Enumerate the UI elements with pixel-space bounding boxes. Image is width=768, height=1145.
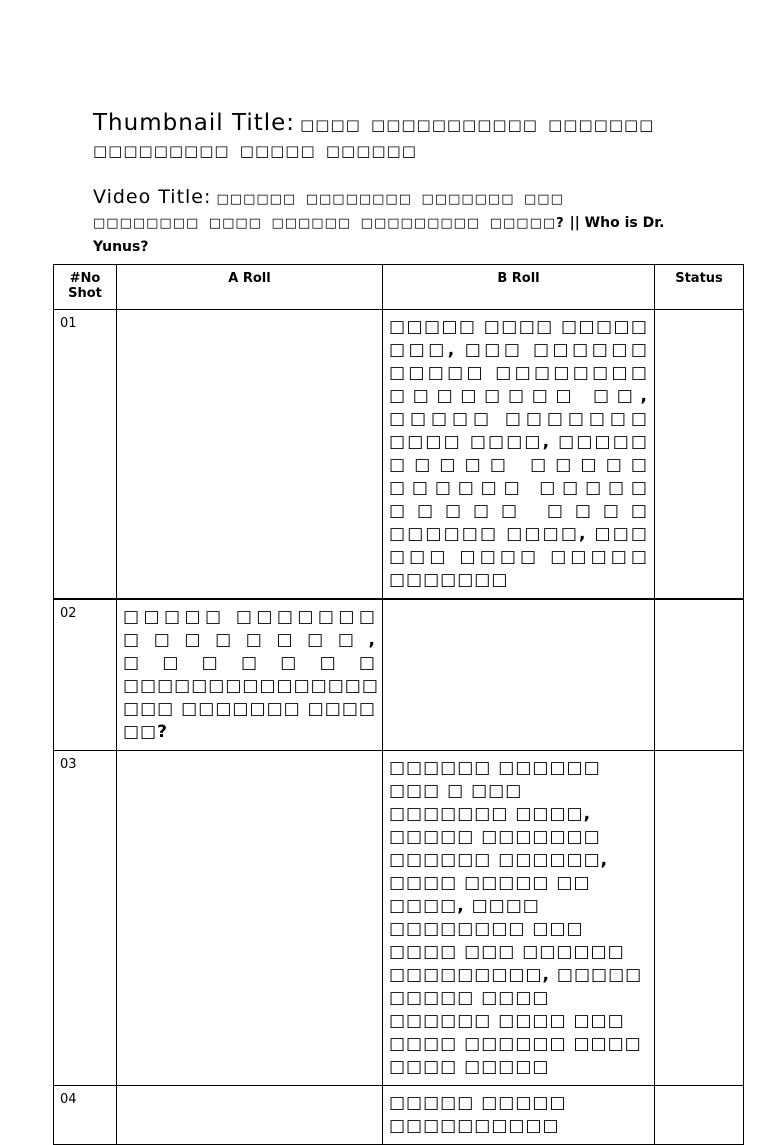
status-cell xyxy=(655,1086,744,1145)
column-header-status: Status xyxy=(655,265,744,310)
column-header-b-roll: B Roll xyxy=(383,265,655,310)
video-title-text: □□□□□□ □□□□□□□□ □□□□□□□ □□□ □□□□□□□□ □□□□ □□□□□□ □□□□□□□□□ □□□□□? xyxy=(93,192,565,231)
table-row xyxy=(54,751,744,1086)
b-roll-cell xyxy=(383,599,655,751)
a-roll-cell xyxy=(117,1086,383,1145)
shot-number: 04 xyxy=(54,1086,117,1145)
b-roll-cell: □□□□□□ □□□□□□ □□□ □ □□□ □□□□□□□ □□□□, □□□□□ □□□□□□□ □□□□□□ □□□□□□, □□□□ □□□□□ □□ □□□□, □□□□ □□□□□□□□ □□□ □□□□ □□□ □□□□□□ □□□□□□□□□, □□□□□ □□□□□ □□□□ □□□□□□ □□□□ □□□ □□□□ □□□□□□ □□□□ □□□□ □□□□□ xyxy=(383,751,655,1086)
table-header-row xyxy=(54,265,744,310)
status-cell xyxy=(655,599,744,751)
status-cell xyxy=(655,751,744,1086)
thumbnail-title-text: □□□□ □□□□□□□□□□□ □□□□□□□ □□□□□□□□□ □□□□□ □□□□□□ xyxy=(93,116,655,160)
shot-number: 02 xyxy=(54,599,117,751)
shot-number: 03 xyxy=(54,751,117,1086)
a-roll-cell: □□□□□ □□□□□□□ □□□□□□□□, □□□□□□□ □□□□□□□□□□□□□□□ □□□ □□□□□□□ □□□□ □□? xyxy=(117,599,383,751)
table-row xyxy=(54,1086,744,1145)
column-header-shot: #No Shot xyxy=(54,265,117,310)
thumbnail-title-block xyxy=(93,110,677,164)
status-cell xyxy=(655,310,744,600)
shot-script-table xyxy=(53,264,744,1145)
video-title-label: Video Title: xyxy=(93,186,212,208)
b-roll-cell: □□□□□ □□□□□ □□□□□□□□□□ xyxy=(383,1086,655,1145)
shot-number: 01 xyxy=(54,310,117,600)
video-title-english: || Who is Dr. Yunus? xyxy=(93,215,665,255)
b-roll-cell: □□□□□ □□□□ □□□□□ □□□, □□□ □□□□□□ □□□□□ □□□□□□□□ □□□□□□□□ □□, □□□□□ □□□□□□□ □□□□ □□□□, □□□□□ □□□□□ □□□□□ □□□□□□ □□□□□ □□□□□ □□□□ □□□□□□ □□□□, □□□ □□□ □□□□ □□□□□ □□□□□□□ xyxy=(383,310,655,600)
a-roll-cell xyxy=(117,310,383,600)
table-row xyxy=(54,310,744,600)
table-row xyxy=(54,599,744,751)
thumbnail-title-label: Thumbnail Title: xyxy=(93,110,296,136)
column-header-a-roll: A Roll xyxy=(117,265,383,310)
a-roll-cell xyxy=(117,751,383,1086)
video-title-block xyxy=(93,186,677,255)
